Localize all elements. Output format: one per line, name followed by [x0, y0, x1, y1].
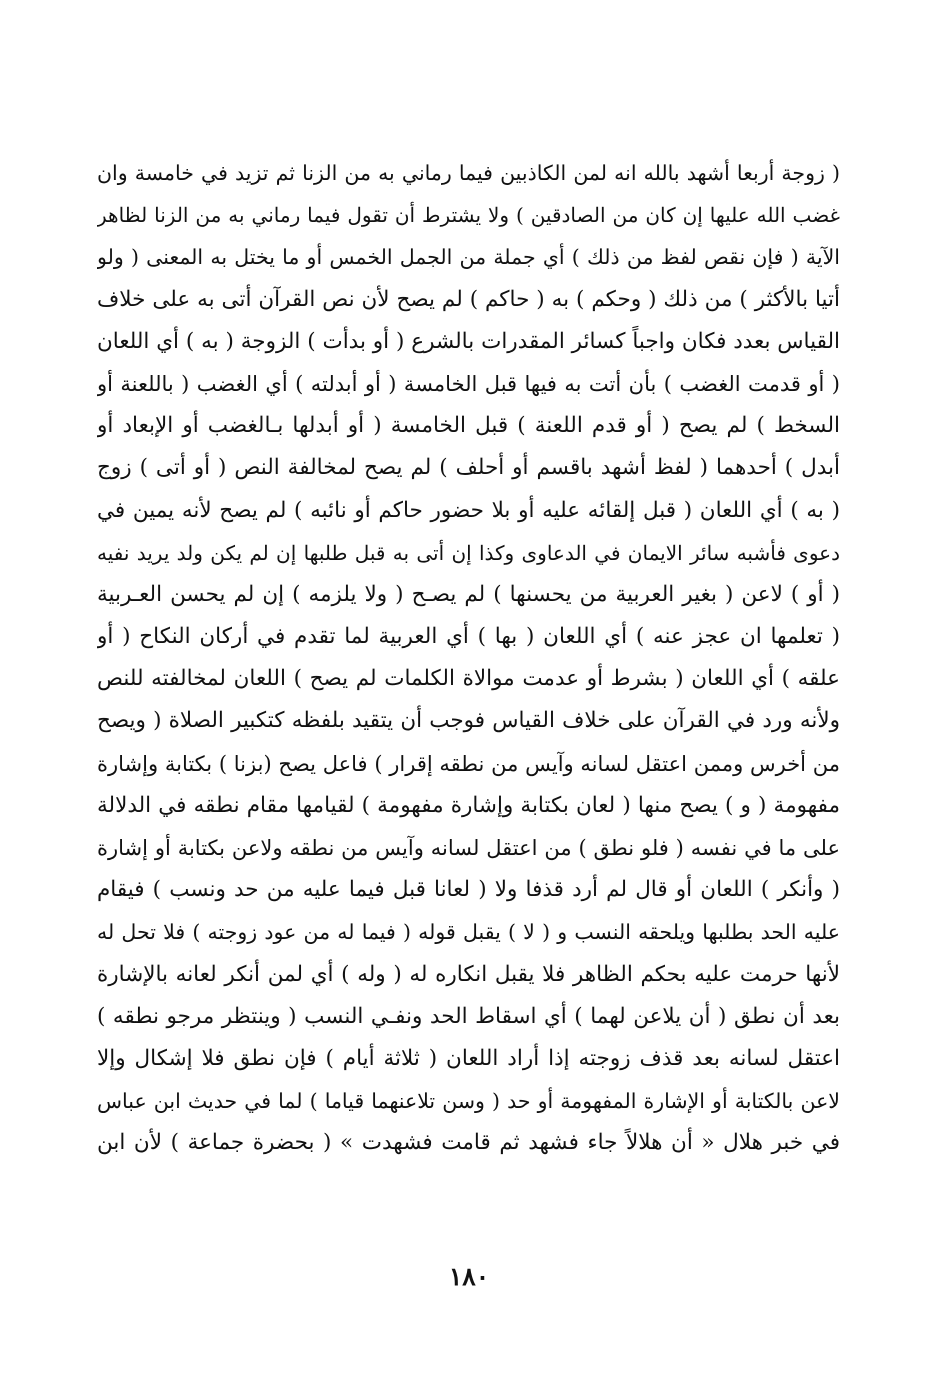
text-line: من أخرس وممن اعتقل لسانه وآيس من نطقه إقرار ) فاعل يصح (بزنا ) بكتابة وإشارة — [97, 751, 840, 776]
text-line: غضب الله عليها إن كان من الصادقين ) ولا يشترط أن تقول فيما رماني به من الزنا لظاهر — [97, 203, 840, 228]
text-line: ( أو قدمت الغضب ) بأن أتت به فيها قبل الخامسة ( أو أبدلته ) أي الغضب ( باللعنة أو — [97, 371, 840, 396]
text-line: ( وأنكر ) اللعان أو قال لم أرد قذفا ولا ( لعانا قبل فيما عليه من حد ونسب ) فيقام — [97, 877, 840, 903]
text-line: دعوى فأشبه سائر الايمان في الدعاوى وكذا إن أتى به قبل طلبها إن لم يكن ولد يريد نفيه — [97, 540, 840, 565]
text-line: أتيا بالأكثر ) من ذلك ( وحكم ) به ( حاكم ) لم يصح لأن نص القرآن أتى به على خلاف — [97, 286, 840, 312]
text-line: أبدل ) أحدهما ( لفظ أشهد باقسم أو أحلف ) لم يصح لمخالفة النص ( أو أتى ) زوج — [97, 455, 840, 481]
text-line: عليه الحد بطلبها ويلحقه النسب و ( لا ) يقبل قوله ( فيما له من عود زوجته ) فلا تحل له — [97, 920, 840, 945]
text-line: ولأنه ورد في القرآن على خلاف القياس فوجب أن يتقيد بلفظه كتكبير الصلاة ( ويصح — [97, 708, 840, 734]
text-line: ( زوجة أربعا أشهد بالله انه لمن الكاذبين فيما رماني به من الزنا ثم تزيد في خامسة وان — [97, 161, 840, 185]
text-line: لاعن بالكتابة أو الإشارة المفهومة أو حد ( وسن تلاعنهما قياما ) لما في حديث ابن عباس — [97, 1089, 840, 1114]
text-line: على ما في نفسه ( فلو نطق ) من اعتقل لسانه وآيس من نطقه ولاعن بكتابة أو إشارة — [97, 836, 840, 860]
text-line: بعد أن نطق ( أن يلاعن لهما ) أي اسقاط الحد ونفـي النسب ( وينتظر مرجو نطقه ) — [97, 1003, 840, 1029]
text-line: الآية ( فإن نقص لفظ من ذلك ) أي جملة من الجمل الخمس أو ما يختل به المعنى ( ولو — [97, 245, 840, 270]
text-line: في خبر هلال « أن هلالاً جاء فشهد ثم قامت فشهدت » ( بحضرة جماعة ) لأن ابن — [97, 1130, 840, 1156]
text-line: القياس بعدد فكان واجباً كسائر المقدرات بالشرع ( أو بدأت ) الزوجة ( به ) أي اللعان — [97, 328, 840, 354]
text-line: ( أو ) لاعن ( بغير العربية من يحسنها ) لم يصـح ( ولا يلزمه ) إن لم يحسن العـربية — [97, 581, 840, 607]
text-line: ( تعلمها ان عجز عنه ) أي اللعان ( بها ) أي العربية لما تقدم في أركان النكاح ( أو — [97, 624, 840, 650]
text-line: ( به ) أي اللعان ( قبل إلقائه عليه أو بلا حضور حاكم أو نائبه ) لم يصح لأنه يمين في — [97, 497, 840, 523]
text-line: اعتقل لسانه بعد قذف زوجته إذا أراد اللعان ( ثلاثة أيام ) فإن نطق فلا إشكال وإلا — [97, 1045, 840, 1071]
text-line: لأنها حرمت عليه بحكم الظاهر فلا يقبل انكاره له ( وله ) أي لمن أنكر لعانه بالإشارة — [97, 961, 840, 987]
text-line: السخط ) لم يصح ( أو قدم اللعنة ) قبل الخامسة ( أو أبدلها بـالغضب أو الإبعاد أو — [97, 413, 840, 439]
page-number: ١٨٠ — [448, 1262, 490, 1291]
text-line: علقه ) أي اللعان ( بشرط أو عدمت موالاة الكلمات لم يصح ) اللعان لمخالفته للنص — [97, 666, 840, 692]
body-text — [97, 152, 840, 1165]
text-line: مفهومة ( و ) يصح منها ( لعان بكتابة وإشارة مفهومة ) لقيامها مقام نطقه في الدلالة — [97, 792, 840, 818]
